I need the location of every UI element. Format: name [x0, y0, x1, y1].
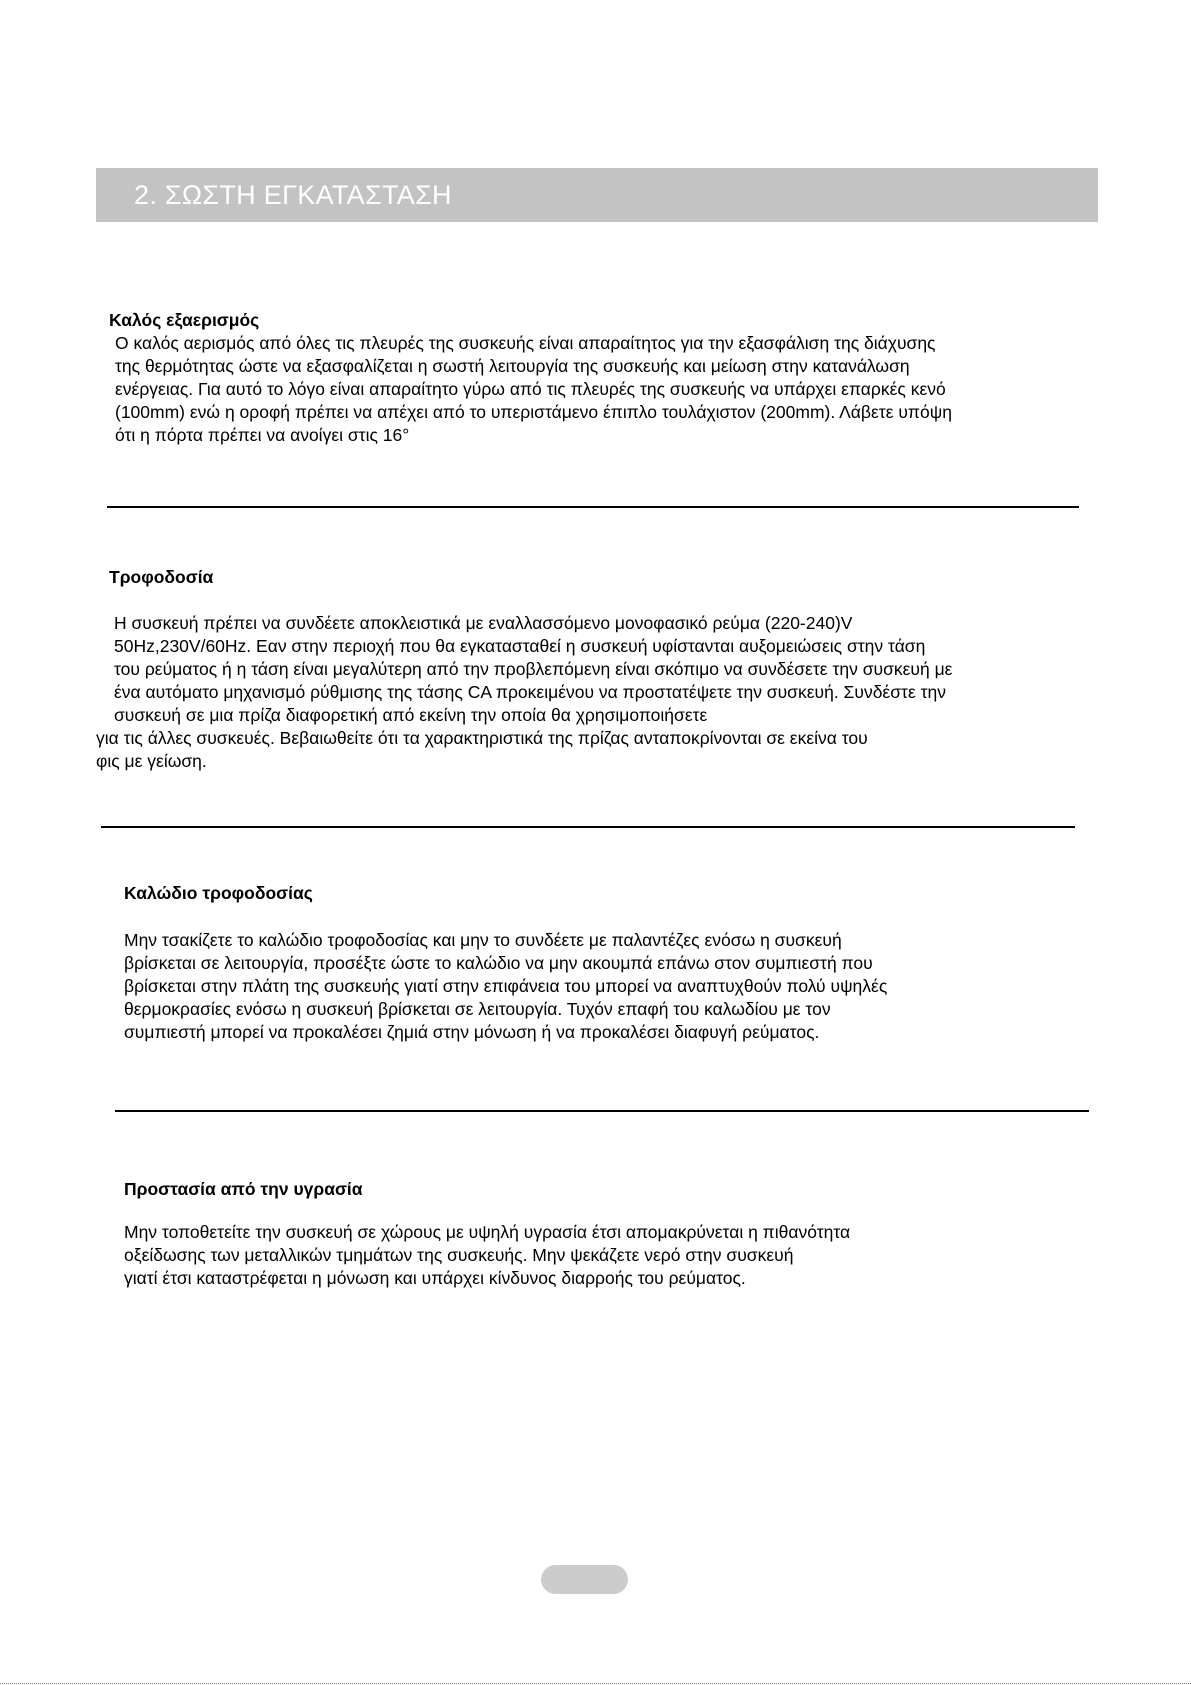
- paragraph-line: Μην τσακίζετε το καλώδιο τροφοδοσίας και μην το συνδέετε με παλαντέζες ενόσω η συσκευή: [124, 930, 842, 950]
- bottom-edge-line: [0, 1683, 1191, 1684]
- paragraph-line: (100mm) ενώ η οροφή πρέπει να απέχει από το υπεριστάμενο έπιπλο τουλάχιστον (200mm). Λάβετε υπόψη: [115, 402, 952, 422]
- paragraph-line: φις με γείωση.: [96, 751, 207, 771]
- divider-line: [101, 826, 1075, 828]
- paragraph-line: 50Hz,230V/60Hz. Εαν στην περιοχή που θα εγκατασταθεί η συσκευή υφίστανται αυξομειώσεις στην τάση: [114, 636, 926, 656]
- paragraph-line: θερμοκρασίες ενόσω η συσκευή βρίσκεται σε λειτουργία. Τυχόν επαφή του καλωδίου με τον: [124, 999, 831, 1019]
- paragraph-line: Η συσκευή πρέπει να συνδέετε αποκλειστικά με εναλλασσόμενο μονοφασικό ρεύμα (220-240)V: [114, 613, 853, 633]
- section-heading: Προστασία από την υγρασία: [124, 1179, 363, 1199]
- paragraph-line: συμπιεστή μπορεί να προκαλέσει ζημιά στην μόνωση ή να προκαλέσει διαφυγή ρεύματος.: [124, 1022, 820, 1042]
- paragraph-line: ένα αυτόματο μηχανισμό ρύθμισης της τάσης CA προκειμένου να προστατέψετε την συσκευή. Συνδέστε την: [114, 682, 947, 702]
- divider-line: [107, 506, 1079, 508]
- paragraph-line: ενέργειας. Για αυτό το λόγο είναι απαραίτητο γύρω από τις πλευρές της συσκευής να υπάρχει επαρκές κενό: [115, 379, 946, 399]
- page-number-badge: [541, 1565, 628, 1594]
- paragraph-line: Ο καλός αερισμός από όλες τις πλευρές της συσκευής είναι απαραίτητος για την εξασφάλιση της διάχυσης: [115, 333, 936, 353]
- paragraph-line: βρίσκεται στην πλάτη της συσκευής γιατί στην επιφάνεια του μπορεί να αναπτυχθούν πολύ υψηλές: [124, 976, 888, 996]
- paragraph-line: οξείδωσης των μεταλλικών τμημάτων της συσκευής. Μην ψεκάζετε νερό στην συσκευή: [124, 1245, 794, 1265]
- section-header-bar: [96, 168, 1098, 222]
- paragraph-line: της θερμότητας ώστε να εξασφαλίζεται η σωστή λειτουργία της συσκευής και μείωση στην κατανάλωση: [115, 356, 910, 376]
- section-heading: Τροφοδοσία: [109, 567, 214, 587]
- page-title: 2. ΣΩΣΤΗ ΕΓΚΑΤΑΣΤΑΣΗ: [134, 180, 452, 210]
- paragraph-line: ότι η πόρτα πρέπει να ανοίγει στις 16°: [115, 425, 410, 445]
- paragraph-line: συσκευή σε μια πρίζα διαφορετική από εκείνη την οποία θα χρησιμοποιήσετε: [114, 705, 708, 725]
- section-heading: Καλώδιο τροφοδοσίας: [124, 883, 313, 903]
- section-heading: Καλός εξαερισμός: [109, 310, 260, 330]
- paragraph-line: για τις άλλες συσκευές. Βεβαιωθείτε ότι τα χαρακτηριστικά της πρίζας ανταποκρίνονται σε εκείνα του: [96, 728, 868, 748]
- paragraph-line: γιατί έτσι καταστρέφεται η μόνωση και υπάρχει κίνδυνος διαρροής του ρεύματος.: [124, 1268, 746, 1288]
- paragraph-line: Μην τοποθετείτε την συσκευή σε χώρους με υψηλή υγρασία έτσι απομακρύνεται η πιθανότητα: [124, 1222, 851, 1242]
- paragraph-line: βρίσκεται σε λειτουργία, προσέξτε ώστε το καλώδιο να μην ακουμπά επάνω στον συμπιεστή που: [124, 953, 873, 973]
- divider-line: [115, 1110, 1089, 1112]
- paragraph-line: του ρεύματος ή η τάση είναι μεγαλύτερη από την προβλεπόμενη είναι σκόπιμο να συνδέσετε την συσκευή με: [114, 659, 953, 679]
